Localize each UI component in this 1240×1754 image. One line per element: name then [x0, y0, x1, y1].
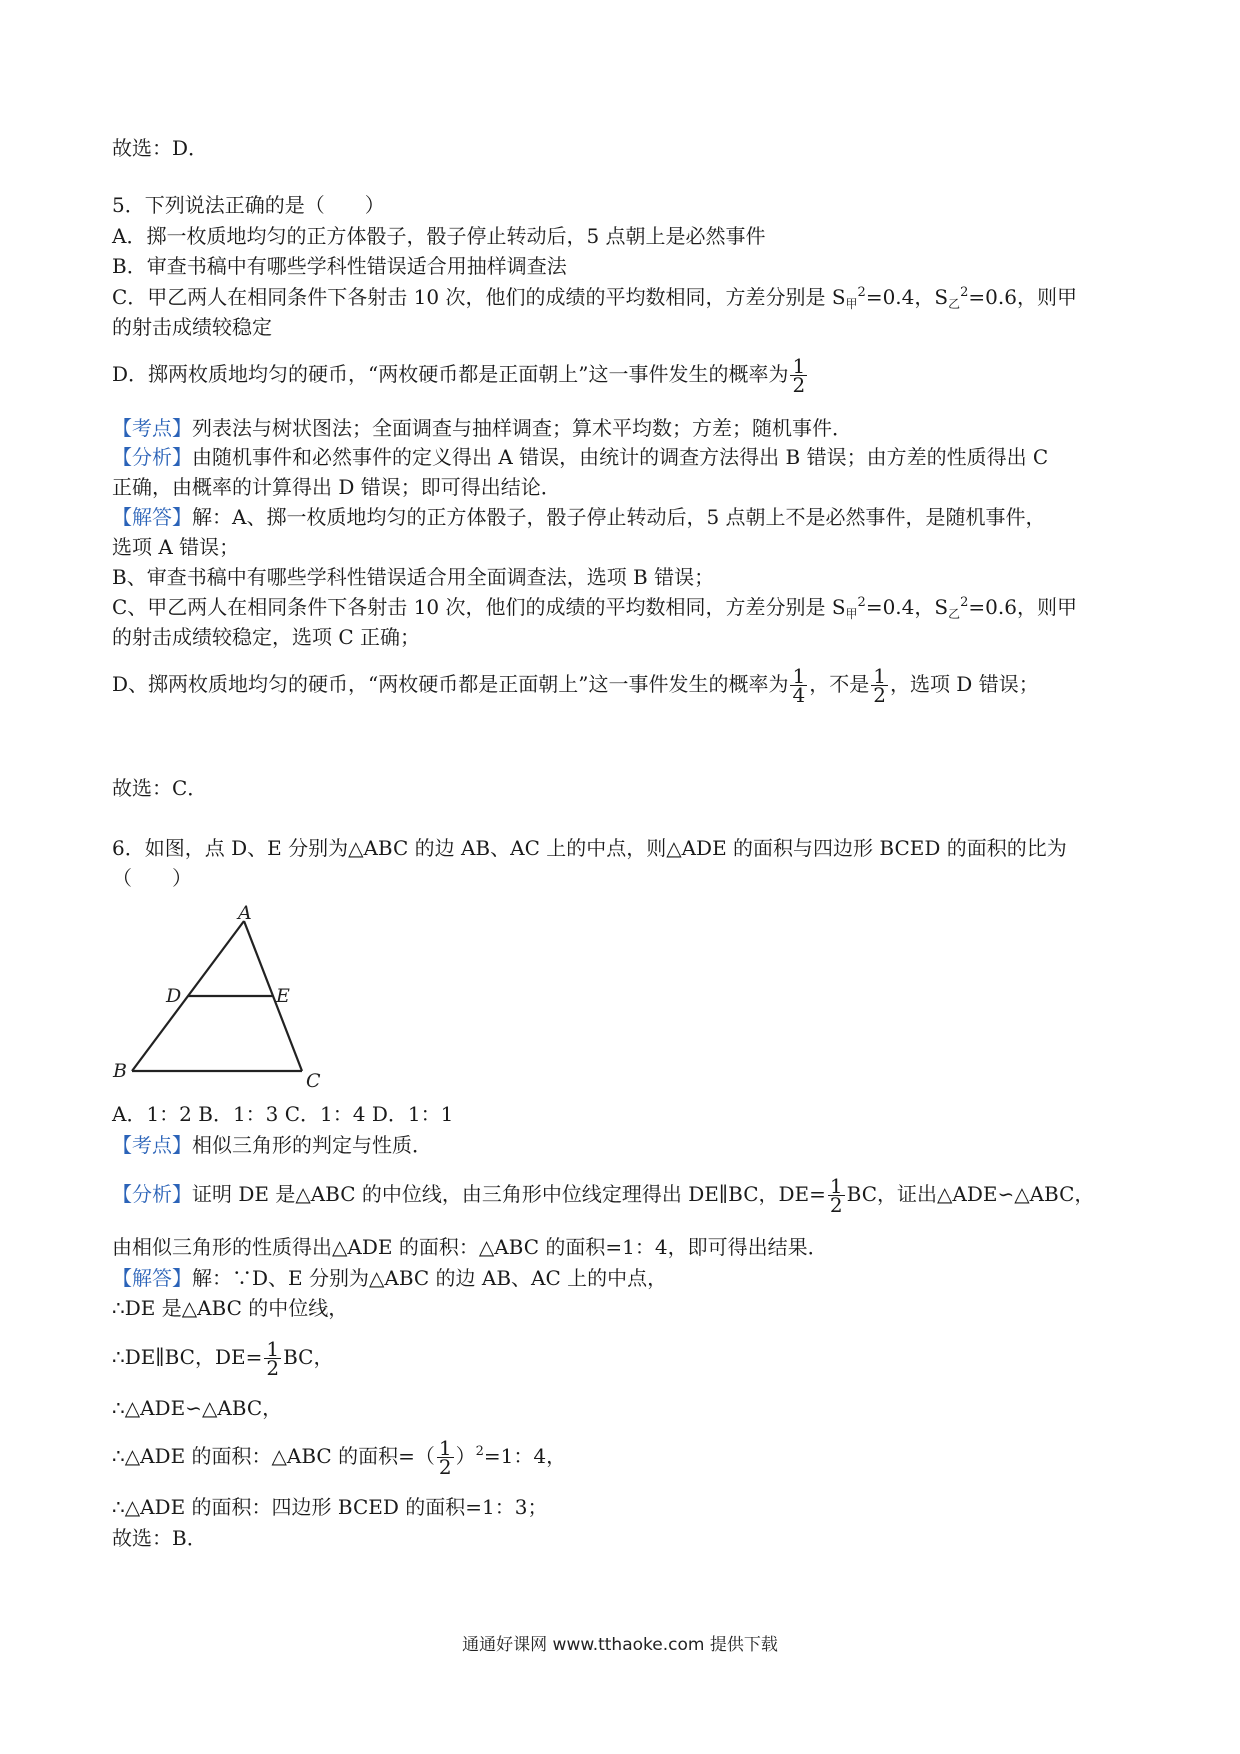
- frac-num: 1: [792, 664, 806, 688]
- page-footer: 通通好课网 www.tthaoke.com 提供下载: [462, 1635, 778, 1655]
- tag-kaodian: 【考点】: [112, 1133, 192, 1157]
- q5-fenxi: [112, 443, 1048, 471]
- subscript: 乙: [948, 297, 961, 311]
- subscript: 甲: [845, 607, 858, 621]
- text-run: 由随机事件和必然事件的定义得出 A 错误，由统计的调查方法得出 B 错误；由方差的性质得出 C: [192, 445, 1049, 469]
- fraction-quarter: [790, 664, 807, 707]
- q6-jieda-line: [112, 1432, 566, 1484]
- q6-stem: 6．如图，点 D、E 分别为△ABC 的边 AB、AC 上的中点，则△ADE 的面积与四边形 BCED 的面积的比为: [112, 836, 1067, 860]
- text-run: =0.4，S: [865, 285, 949, 309]
- q6-jieda-line: ∴DE 是△ABC 的中位线，: [112, 1296, 349, 1320]
- text-run: =0.4，S: [865, 595, 949, 619]
- subscript: 甲: [845, 297, 858, 311]
- q5-option-d: [112, 350, 809, 398]
- triangle-figure: [110, 905, 330, 1090]
- superscript: 2: [857, 285, 866, 300]
- q6-jieda-line: [112, 1333, 333, 1381]
- tag-jieda: 【解答】: [112, 505, 192, 529]
- text-run: ，不是: [809, 672, 870, 696]
- q6-jieda-line: ∴△ADE 的面积：四边形 BCED 的面积=1：3；: [112, 1495, 548, 1519]
- text-run: 证明 DE 是△ABC 的中位线，由三角形中位线定理得出 DE∥BC，DE=: [192, 1182, 826, 1206]
- frac-num: 1: [266, 1337, 280, 1361]
- q5-conclusion: 故选：C．: [112, 776, 208, 800]
- text-run: ∴DE∥BC，DE=: [112, 1345, 263, 1369]
- label-d: D: [166, 985, 182, 1007]
- q5-jieda-line: B、审查书稿中有哪些学科性错误适合用全面调查法，选项 B 错误；: [112, 565, 715, 589]
- subscript: 乙: [948, 607, 961, 621]
- frac-num: 1: [829, 1174, 843, 1198]
- text-run: ，选项 D 错误；: [889, 672, 1039, 696]
- text-run: D、掷两枚质地均匀的硬币，“两枚硬币都是正面朝上”这一事件发生的概率为: [112, 672, 789, 696]
- fraction-half: [264, 1337, 281, 1380]
- q5-option-b: B．审查书稿中有哪些学科性错误适合用抽样调查法: [112, 254, 567, 278]
- q6-fenxi: [112, 1170, 1094, 1218]
- superscript: 2: [960, 285, 969, 300]
- tag-jieda: 【解答】: [112, 1266, 192, 1290]
- text-run: BC，证出△ADE∽△ABC，: [846, 1182, 1095, 1206]
- frac-num: 1: [873, 664, 886, 688]
- q5-kaodian: [112, 414, 852, 442]
- text-run: =0.6，则甲: [968, 285, 1077, 309]
- q5-jieda-line: 选项 A 错误；: [112, 535, 240, 559]
- q6-conclusion: 故选：B．: [112, 1526, 207, 1550]
- frac-den: 4: [792, 683, 806, 707]
- q5-jieda-line: 的射击成绩较稳定，选项 C 正确；: [112, 625, 421, 649]
- q5-option-c: [112, 283, 1077, 315]
- text-run: 解：A、掷一枚质地均匀的正方体骰子，骰子停止转动后，5 点朝上不是必然事件，是随机事件，: [192, 505, 1046, 529]
- text-run: =0.6，则甲: [968, 595, 1077, 619]
- superscript: 2: [475, 1444, 484, 1459]
- q5-option-c-cont: 的射击成绩较稳定: [112, 315, 272, 339]
- label-c: C: [306, 1070, 321, 1090]
- label-e: E: [276, 985, 290, 1007]
- q4-conclusion: 故选：D．: [112, 136, 209, 160]
- q5-jieda: [112, 503, 1046, 531]
- q6-kaodian: [112, 1131, 432, 1159]
- text-run: 解：∵D、E 分别为△ABC 的边 AB、AC 上的中点，: [192, 1266, 668, 1290]
- text-run: ∴△ADE 的面积：△ABC 的面积=（: [112, 1444, 435, 1468]
- q6-stem-cont: （ ）: [112, 866, 192, 890]
- text-run: C、甲乙两人在相同条件下各射击 10 次，他们的成绩的平均数相同，方差分别是 S: [112, 595, 846, 619]
- fraction-half: [790, 354, 807, 397]
- frac-den: 2: [829, 1193, 843, 1217]
- frac-den: 2: [873, 683, 886, 707]
- q5-stem: 5．下列说法正确的是（ ）: [112, 193, 385, 217]
- label-b: B: [113, 1060, 127, 1082]
- frac-num: 1: [792, 354, 806, 378]
- tag-fenxi: 【分析】: [112, 445, 192, 469]
- tag-fenxi: 【分析】: [112, 1182, 192, 1206]
- frac-num: 1: [438, 1436, 452, 1460]
- text-run: D．掷两枚质地均匀的硬币，“两枚硬币都是正面朝上”这一事件发生的概率为: [112, 362, 789, 386]
- frac-den: 2: [438, 1455, 452, 1479]
- q5-jieda-line: [112, 660, 1039, 708]
- fraction-half: [828, 1174, 845, 1217]
- text-run: BC，: [283, 1345, 334, 1369]
- fraction-half: [871, 664, 888, 707]
- text-run: =1：4，: [483, 1444, 567, 1468]
- q5-option-a: A．掷一枚质地均匀的正方体骰子，骰子停止转动后，5 点朝上是必然事件: [112, 224, 766, 248]
- q6-jieda: [112, 1264, 667, 1292]
- text-run: 列表法与树状图法；全面调查与抽样调查；算术平均数；方差；随机事件．: [192, 416, 852, 440]
- superscript: 2: [960, 595, 969, 610]
- q5-jieda-line: [112, 593, 1077, 625]
- q5-fenxi-cont: 正确，由概率的计算得出 D 错误；即可得出结论．: [112, 475, 561, 499]
- text-run: C．甲乙两人在相同条件下各射击 10 次，他们的成绩的平均数相同，方差分别是 S: [112, 285, 846, 309]
- frac-den: 2: [792, 373, 806, 397]
- label-a: A: [238, 905, 252, 924]
- superscript: 2: [857, 595, 866, 610]
- text-run: ）: [455, 1444, 476, 1468]
- q6-fenxi-cont: 由相似三角形的性质得出△ADE 的面积：△ABC 的面积=1：4，即可得出结果．: [112, 1235, 828, 1259]
- q6-jieda-line: ∴△ADE∽△ABC，: [112, 1396, 283, 1420]
- fraction-half: [437, 1436, 454, 1479]
- tag-kaodian: 【考点】: [112, 416, 192, 440]
- frac-den: 2: [266, 1356, 280, 1380]
- text-run: 相似三角形的判定与性质．: [192, 1133, 432, 1157]
- q6-options: A．1：2 B．1：3 C．1：4 D．1：1: [112, 1102, 454, 1126]
